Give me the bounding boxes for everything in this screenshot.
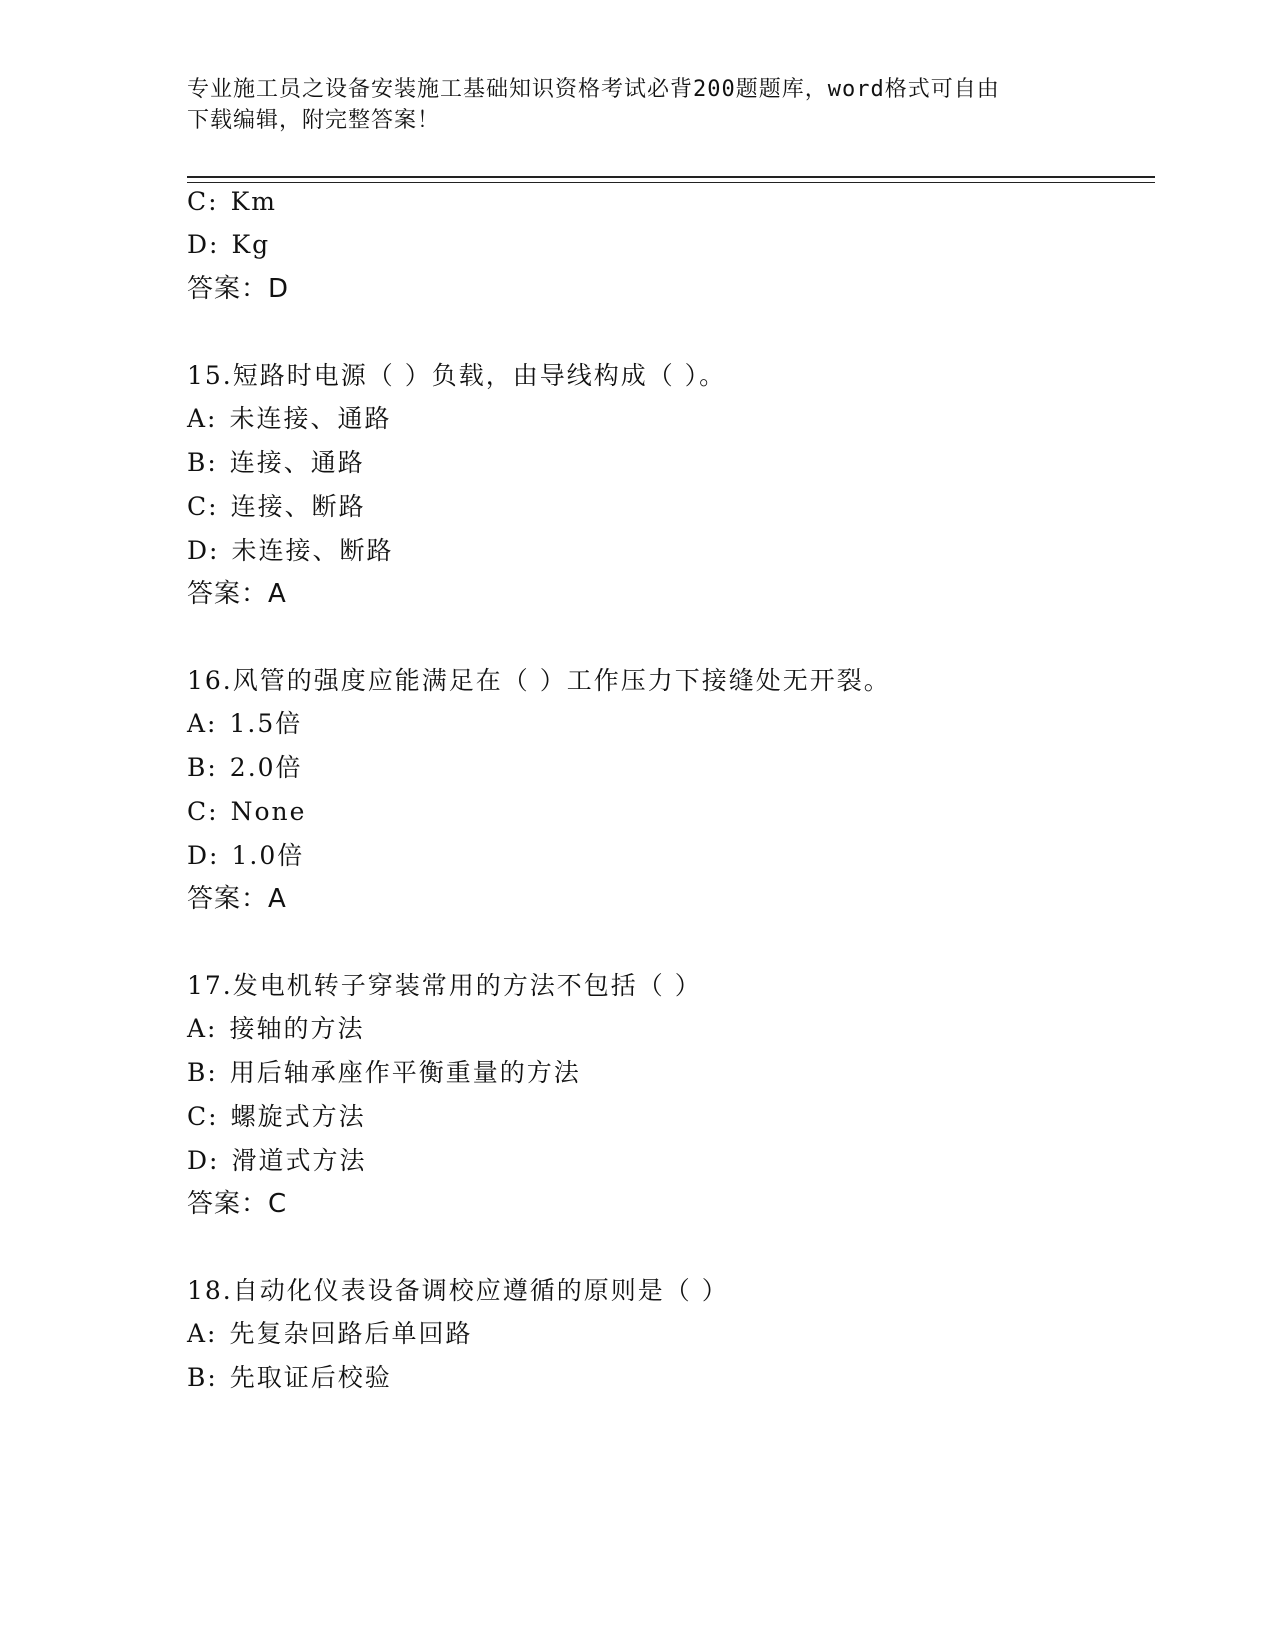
- question-stem: 18.自动化仪表设备调校应遵循的原则是（ ）: [187, 1276, 729, 1305]
- option-d: D: 未连接、断路: [187, 536, 394, 565]
- header-line-2: 下载编辑，附完整答案！: [187, 108, 441, 133]
- question-stem: 15.短路时电源（ ）负载，由导线构成（ ）。: [187, 361, 727, 390]
- question-stem: 17.发电机转子穿装常用的方法不包括（ ）: [187, 971, 702, 1000]
- answer-line: 答案：A: [187, 579, 287, 609]
- option-d: D: 1.0倍: [187, 841, 305, 870]
- question-stem: 16.风管的强度应能满足在（ ）工作压力下接缝处无开裂。: [187, 666, 891, 695]
- option-a: A: 接轴的方法: [187, 1014, 365, 1043]
- option-c: C: Km: [187, 187, 277, 216]
- option-a: A: 先复杂回路后单回路: [187, 1319, 473, 1348]
- option-a: A: 未连接、通路: [187, 404, 392, 433]
- option-d: D: Kg: [187, 230, 271, 259]
- header-divider-thin: [187, 182, 1155, 183]
- document-header: [187, 74, 1067, 136]
- option-d: D: 滑道式方法: [187, 1146, 367, 1175]
- option-c: C: 螺旋式方法: [187, 1102, 366, 1131]
- option-b: B: 先取证后校验: [187, 1363, 392, 1392]
- option-b: B: 2.0倍: [187, 753, 303, 782]
- option-b: B: 用后轴承座作平衡重量的方法: [187, 1058, 581, 1087]
- answer-line: 答案：D: [187, 274, 290, 304]
- answer-line: 答案：A: [187, 884, 287, 914]
- option-c: C: 连接、断路: [187, 492, 366, 521]
- header-line-1: 专业施工员之设备安装施工基础知识资格考试必背200题题库，word格式可自由: [187, 77, 1000, 102]
- option-a: A: 1.5倍: [187, 709, 303, 738]
- answer-line: 答案：C: [187, 1189, 288, 1219]
- option-b: B: 连接、通路: [187, 448, 365, 477]
- option-c: C: None: [187, 797, 307, 826]
- header-divider-thick: [187, 176, 1155, 178]
